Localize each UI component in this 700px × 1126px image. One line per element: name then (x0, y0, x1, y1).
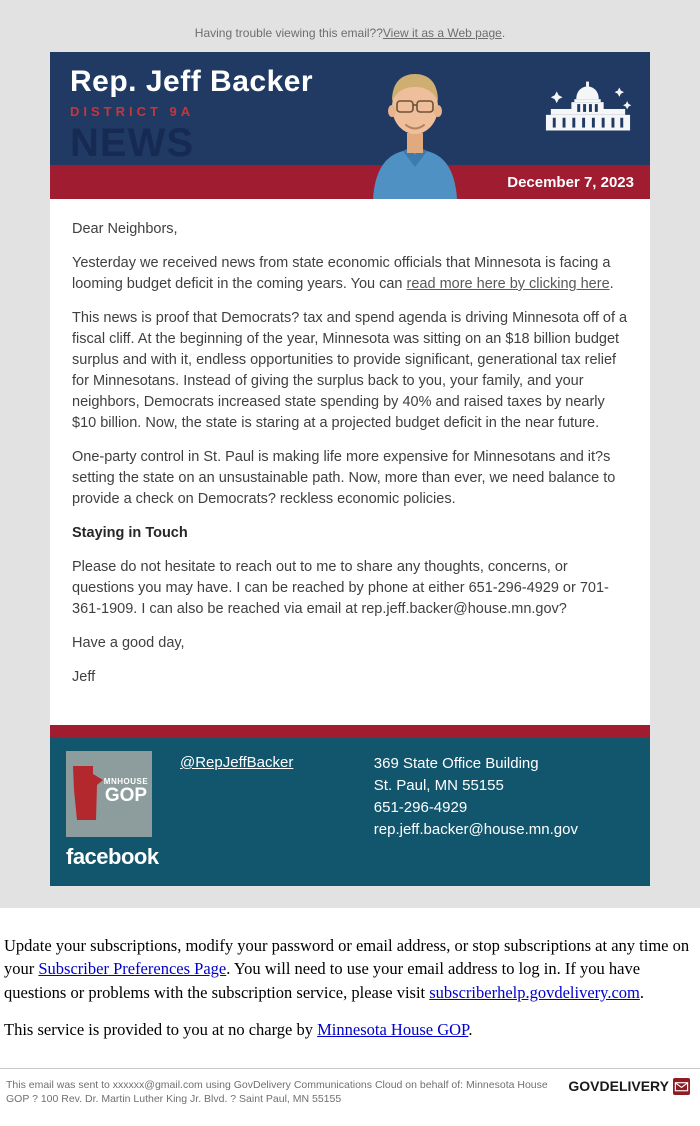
date-bar (50, 165, 650, 199)
view-as-web-page-link[interactable]: View it as a Web page (382, 26, 502, 40)
logo-text (102, 777, 150, 806)
rep-name: Rep. Jeff Backer (70, 65, 314, 98)
govdelivery-footer (0, 908, 700, 1126)
news-masthead: NEWS (70, 121, 194, 165)
greeting: Dear Neighbors, (72, 221, 178, 237)
facebook-handle-link[interactable]: @RepJeffBacker (180, 754, 294, 771)
subscription-paragraph: Update your subscriptions, modify your password or email address, or stop subscriptions at any time on your Subscriber Preferences Page. You will need to use your email address to log in. If you have questions or problems with the subscription service, please visit subscriberhelp.govdelivery.com. (4, 936, 690, 1002)
service-provided-paragraph: This service is provided to you at no charge by Minnesota House GOP. (4, 1020, 473, 1040)
paragraph-fiscal-cliff: This news is proof that Democrats? tax and spend agenda is driving Minnesota off of a fiscal cliff. At the beginning of the year, Minnesota was sitting on an $18 billion budget surplus and with it, endless opportunities to provide significant, generational tax relief for Minnesotans. Instead of giving the surplus back to you, your family, and your neighbors, Democrats increased state spending by 40% and raised taxes by nearly $10 billion. Now, the state is staring at a projected budget deficit in the near future. (72, 310, 628, 431)
logo-line-mnhouse: MNHOUSE (103, 777, 149, 786)
office-address-line2: St. Paul, MN 55155 (373, 777, 504, 794)
letter-body (50, 199, 650, 725)
district-label: DISTRICT 9A (70, 104, 195, 119)
office-phone: 651-296-4929 (373, 799, 468, 816)
facebook-handle-column (180, 751, 293, 870)
staying-in-touch-heading: Staying in Touch (72, 525, 188, 541)
rep-portrait-illustration (363, 59, 467, 199)
subscriber-preferences-link[interactable]: Subscriber Preferences Page (38, 959, 227, 979)
paragraph-one-party-control: One-party control in St. Paul is making life more expensive for Minnesotans and it?s setting the state on an unsustainable path. Now, more than ever, we need balance to provide a check on Democrats? reckless economic policies. (72, 449, 616, 507)
fine-print-text: This email was sent to xxxxxx@gmail.com using GovDelivery Communications Cloud on behalf of: Minnesota House GOP ? 100 Rev. Dr. Martin Luther King Jr. Blvd. ? Saint Paul, MN 55155 (6, 1078, 548, 1105)
preheader-suffix: . (501, 26, 506, 40)
email-container (50, 52, 650, 886)
logo-line-gop: GOP (104, 785, 148, 806)
email-header (50, 52, 650, 199)
subscriber-help-link[interactable]: subscriberhelp.govdelivery.com (429, 982, 640, 1002)
paragraph-budget-news: Yesterday we received news from state economic officials that Minnesota is facing a looming budget deficit in the coming years. You can read more here by clicking here. (72, 255, 614, 292)
paragraph-contact-info: Please do not hesitate to reach out to me to share any thoughts, concerns, or questions you may have. I can be reached by phone at either 651-296-4929 or 701-361-1909. I can also be reached via email at rep.jeff.backer@house.mn.gov? (72, 559, 609, 617)
capitol-building-illustration (543, 79, 633, 137)
govdelivery-logo (568, 1078, 690, 1095)
email-footer (50, 738, 650, 886)
govdelivery-wordmark: GOVDELIVERY (568, 1078, 669, 1095)
facebook-wordmark: facebook (66, 844, 159, 869)
contact-info (374, 751, 578, 870)
envelope-icon (673, 1078, 690, 1095)
preheader-text: Having trouble viewing this email?? (194, 26, 383, 40)
issue-date: December 7, 2023 (507, 173, 634, 191)
rep-photo (363, 59, 467, 199)
office-email: rep.jeff.backer@house.mn.gov (373, 821, 578, 838)
mn-house-gop-link[interactable]: Minnesota House GOP (317, 1020, 469, 1040)
signature: Jeff (72, 669, 96, 685)
mn-house-gop-logo (66, 751, 152, 837)
closing: Have a good day, (72, 635, 185, 651)
facebook-logo-block[interactable] (66, 751, 166, 870)
fine-print-bar (0, 1068, 700, 1126)
capitol-icon (543, 79, 633, 137)
preheader (0, 26, 700, 40)
minnesota-shape-icon (71, 764, 105, 822)
office-address-line1: 369 State Office Building (373, 755, 539, 772)
footer-accent-bar (50, 725, 650, 738)
read-more-link[interactable]: read more here by clicking here (406, 276, 610, 292)
